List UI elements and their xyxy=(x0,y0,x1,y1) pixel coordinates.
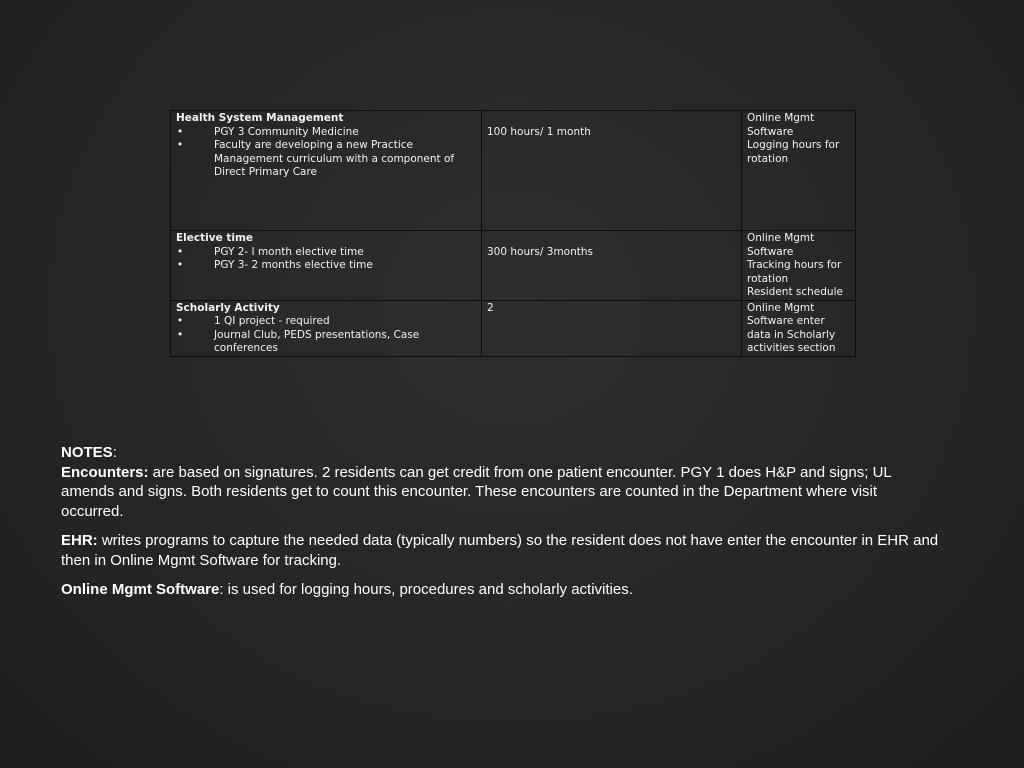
amount-cell xyxy=(482,231,742,301)
notes-heading-label: NOTES xyxy=(61,444,113,461)
note-term: Online Mgmt Software xyxy=(61,581,220,598)
tracking-cell xyxy=(742,111,856,231)
row-title: Elective time xyxy=(176,232,254,244)
list-item: • PGY 3 Community Medicine xyxy=(176,126,476,140)
note-ehr xyxy=(61,531,941,570)
tracking-line: Online Mgmt Software xyxy=(747,232,815,258)
note-text: : is used for logging hours, procedures and scholarly activities. xyxy=(219,581,633,598)
tracking-line: Online Mgmt Software enter data in Scholarly activities section xyxy=(747,301,836,354)
note-encounters xyxy=(61,463,941,522)
amount-cell xyxy=(482,111,742,231)
requirements-table xyxy=(170,110,856,357)
table-row xyxy=(171,300,856,356)
notes-heading-colon: : xyxy=(112,444,117,461)
notes-heading xyxy=(61,443,941,463)
list-item: • Journal Club, PEDS presentations, Case conferences xyxy=(176,329,476,356)
list-item: • PGY 2- I month elective time xyxy=(176,246,476,260)
note-online-mgmt-software xyxy=(61,580,941,600)
tracking-cell xyxy=(742,300,856,356)
bullet-list xyxy=(176,126,476,180)
tracking-line: Logging hours for rotation xyxy=(747,139,840,165)
activity-cell xyxy=(171,111,482,231)
activity-cell xyxy=(171,300,482,356)
tracking-line: Online Mgmt Software xyxy=(747,112,815,138)
list-item: • 1 QI project - required xyxy=(176,315,476,329)
note-text: writes programs to capture the needed data (typically numbers) so the resident does not have enter the encounter in EHR and then in Online Mgmt Software for tracking. xyxy=(61,532,939,569)
bullet-list xyxy=(176,315,476,356)
amount-cell xyxy=(482,300,742,356)
tracking-cell xyxy=(742,231,856,301)
amount-value: 300 hours/ 3months xyxy=(487,245,594,258)
list-item: • PGY 3- 2 months elective time xyxy=(176,259,476,273)
amount-value: 100 hours/ 1 month xyxy=(487,125,591,138)
note-term: Encounters: xyxy=(61,463,149,481)
bullet-list xyxy=(176,246,476,273)
amount-value: 2 xyxy=(487,301,494,314)
tracking-line: Resident schedule xyxy=(747,286,843,298)
note-term: EHR: xyxy=(61,532,98,549)
row-title: Scholarly Activity xyxy=(176,301,280,314)
note-text: are based on signatures. 2 residents can get credit from one patient encounter. PGY 1 does H&P and signs; UL amends and signs. Both residents get to count this encounter. These encounters are counted in the Department where visit occurred. xyxy=(61,463,892,520)
list-item: • Faculty are developing a new Practice Management curriculum with a component of Direct Primary Care xyxy=(176,139,476,180)
tracking-line: Tracking hours for rotation xyxy=(747,259,842,285)
table-row xyxy=(171,111,856,231)
notes-section xyxy=(61,443,941,610)
table-row xyxy=(171,231,856,301)
row-title: Health System Management xyxy=(176,112,344,124)
activity-cell xyxy=(171,231,482,301)
